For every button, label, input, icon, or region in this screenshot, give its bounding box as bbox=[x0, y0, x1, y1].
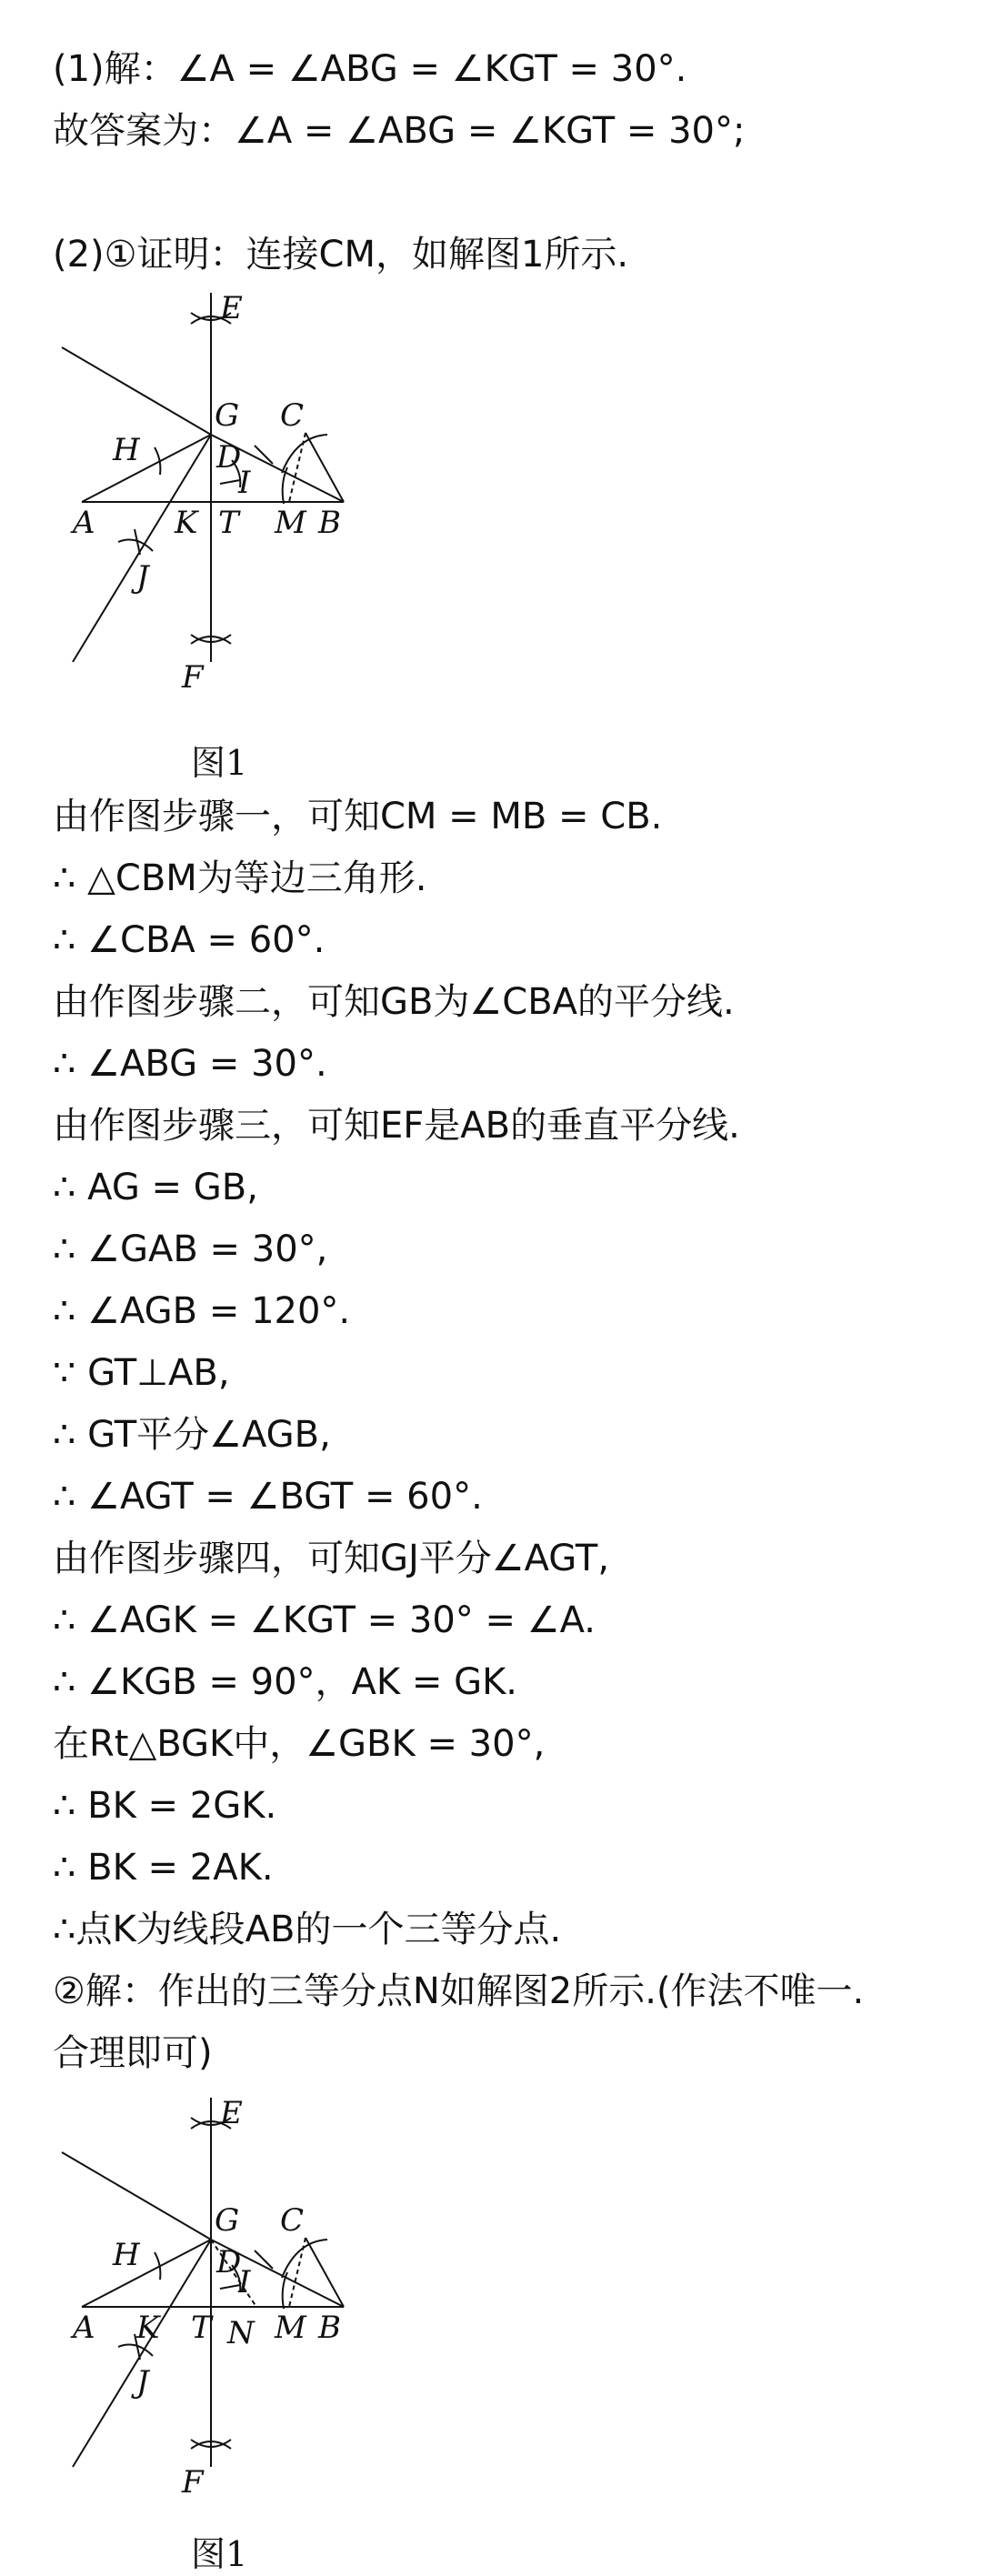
figure-1-label-c: C bbox=[280, 397, 305, 434]
figure-1-label-k: K bbox=[175, 505, 198, 541]
figure-1-label-f: F bbox=[182, 659, 204, 696]
figure-1-diagram bbox=[45, 282, 355, 700]
proof-step-20: ②解：作出的三等分点N如解图2所示.(作法不唯一. bbox=[53, 1970, 865, 2012]
proof-step-9: ∴ ∠AGB = 120°. bbox=[53, 1290, 351, 1332]
proof-step-21: 合理即可) bbox=[53, 2032, 213, 2074]
figure-1-label-m: M bbox=[275, 505, 306, 541]
part1-line1: (1)解：∠A = ∠ABG = ∠KGT = 30°. bbox=[53, 48, 687, 90]
proof-step-5: ∴ ∠ABG = 30°. bbox=[53, 1043, 327, 1085]
part2-intro: (2)①证明：连接CM，如解图1所示. bbox=[53, 234, 629, 276]
figure-1 bbox=[45, 282, 355, 700]
figure-2-label-j: J bbox=[136, 2364, 149, 2401]
figure-2 bbox=[45, 2087, 355, 2505]
proof-step-14: ∴ ∠AGK = ∠KGT = 30° = ∠A. bbox=[53, 1599, 596, 1641]
figure-1-label-h: H bbox=[113, 432, 140, 468]
proof-step-3: ∴ ∠CBA = 60°. bbox=[53, 919, 326, 961]
figure-2-label-c: C bbox=[280, 2202, 305, 2239]
figure-1-label-j: J bbox=[136, 559, 149, 596]
part1-line2: 故答案为：∠A = ∠ABG = ∠KGT = 30°; bbox=[53, 110, 746, 152]
figure-2-label-a: A bbox=[73, 2310, 95, 2346]
proof-step-11: ∴ GT平分∠AGB, bbox=[53, 1414, 331, 1456]
figure-2-label-d: D bbox=[216, 2244, 242, 2280]
proof-step-16: 在Rt△BGK中，∠GBK = 30°, bbox=[53, 1723, 546, 1765]
proof-step-8: ∴ ∠GAB = 30°, bbox=[53, 1228, 328, 1270]
figure-1-label-d: D bbox=[216, 439, 242, 476]
figure-2-label-f: F bbox=[182, 2464, 204, 2501]
proof-step-12: ∴ ∠AGT = ∠BGT = 60°. bbox=[53, 1476, 483, 1518]
figure-1-caption: 图1 bbox=[191, 743, 248, 783]
figure-1-label-b: B bbox=[318, 505, 341, 541]
proof-step-15: ∴ ∠KGB = 90°，AK = GK. bbox=[53, 1661, 518, 1703]
figure-2-label-n: N bbox=[227, 2315, 255, 2351]
figure-2-diagram bbox=[45, 2087, 355, 2505]
figure-1-label-t: T bbox=[218, 505, 239, 541]
figure-2-label-g: G bbox=[215, 2202, 240, 2239]
figure-2-label-b: B bbox=[318, 2310, 341, 2346]
proof-step-1: 由作图步骤一，可知CM = MB = CB. bbox=[53, 796, 663, 837]
proof-step-2: ∴ △CBM为等边三角形. bbox=[53, 857, 427, 899]
proof-step-10: ∵ GT⊥AB, bbox=[53, 1352, 230, 1394]
figure-2-label-h: H bbox=[113, 2237, 140, 2273]
figure-1-label-a: A bbox=[73, 505, 95, 541]
proof-step-13: 由作图步骤四，可知GJ平分∠AGT, bbox=[53, 1538, 610, 1579]
figure-2-label-k: K bbox=[136, 2310, 160, 2346]
figure-2-label-e: E bbox=[220, 2095, 243, 2131]
figure-2-label-m: M bbox=[275, 2310, 306, 2346]
figure-1-label-e: E bbox=[220, 290, 243, 326]
proof-step-4: 由作图步骤二，可知GB为∠CBA的平分线. bbox=[53, 981, 735, 1023]
proof-step-7: ∴ AG = GB, bbox=[53, 1167, 258, 1208]
figure-2-caption: 图1 bbox=[191, 2534, 248, 2574]
figure-1-label-g: G bbox=[215, 397, 240, 434]
proof-step-6: 由作图步骤三，可知EF是AB的垂直平分线. bbox=[53, 1105, 740, 1147]
figure-1-label-i: I bbox=[238, 465, 251, 501]
proof-step-19: ∴点K为线段AB的一个三等分点. bbox=[53, 1909, 562, 1950]
proof-step-17: ∴ BK = 2GK. bbox=[53, 1785, 277, 1827]
proof-step-18: ∴ BK = 2AK. bbox=[53, 1847, 274, 1889]
figure-2-label-i: I bbox=[238, 2264, 251, 2300]
figure-2-label-t: T bbox=[191, 2310, 212, 2346]
